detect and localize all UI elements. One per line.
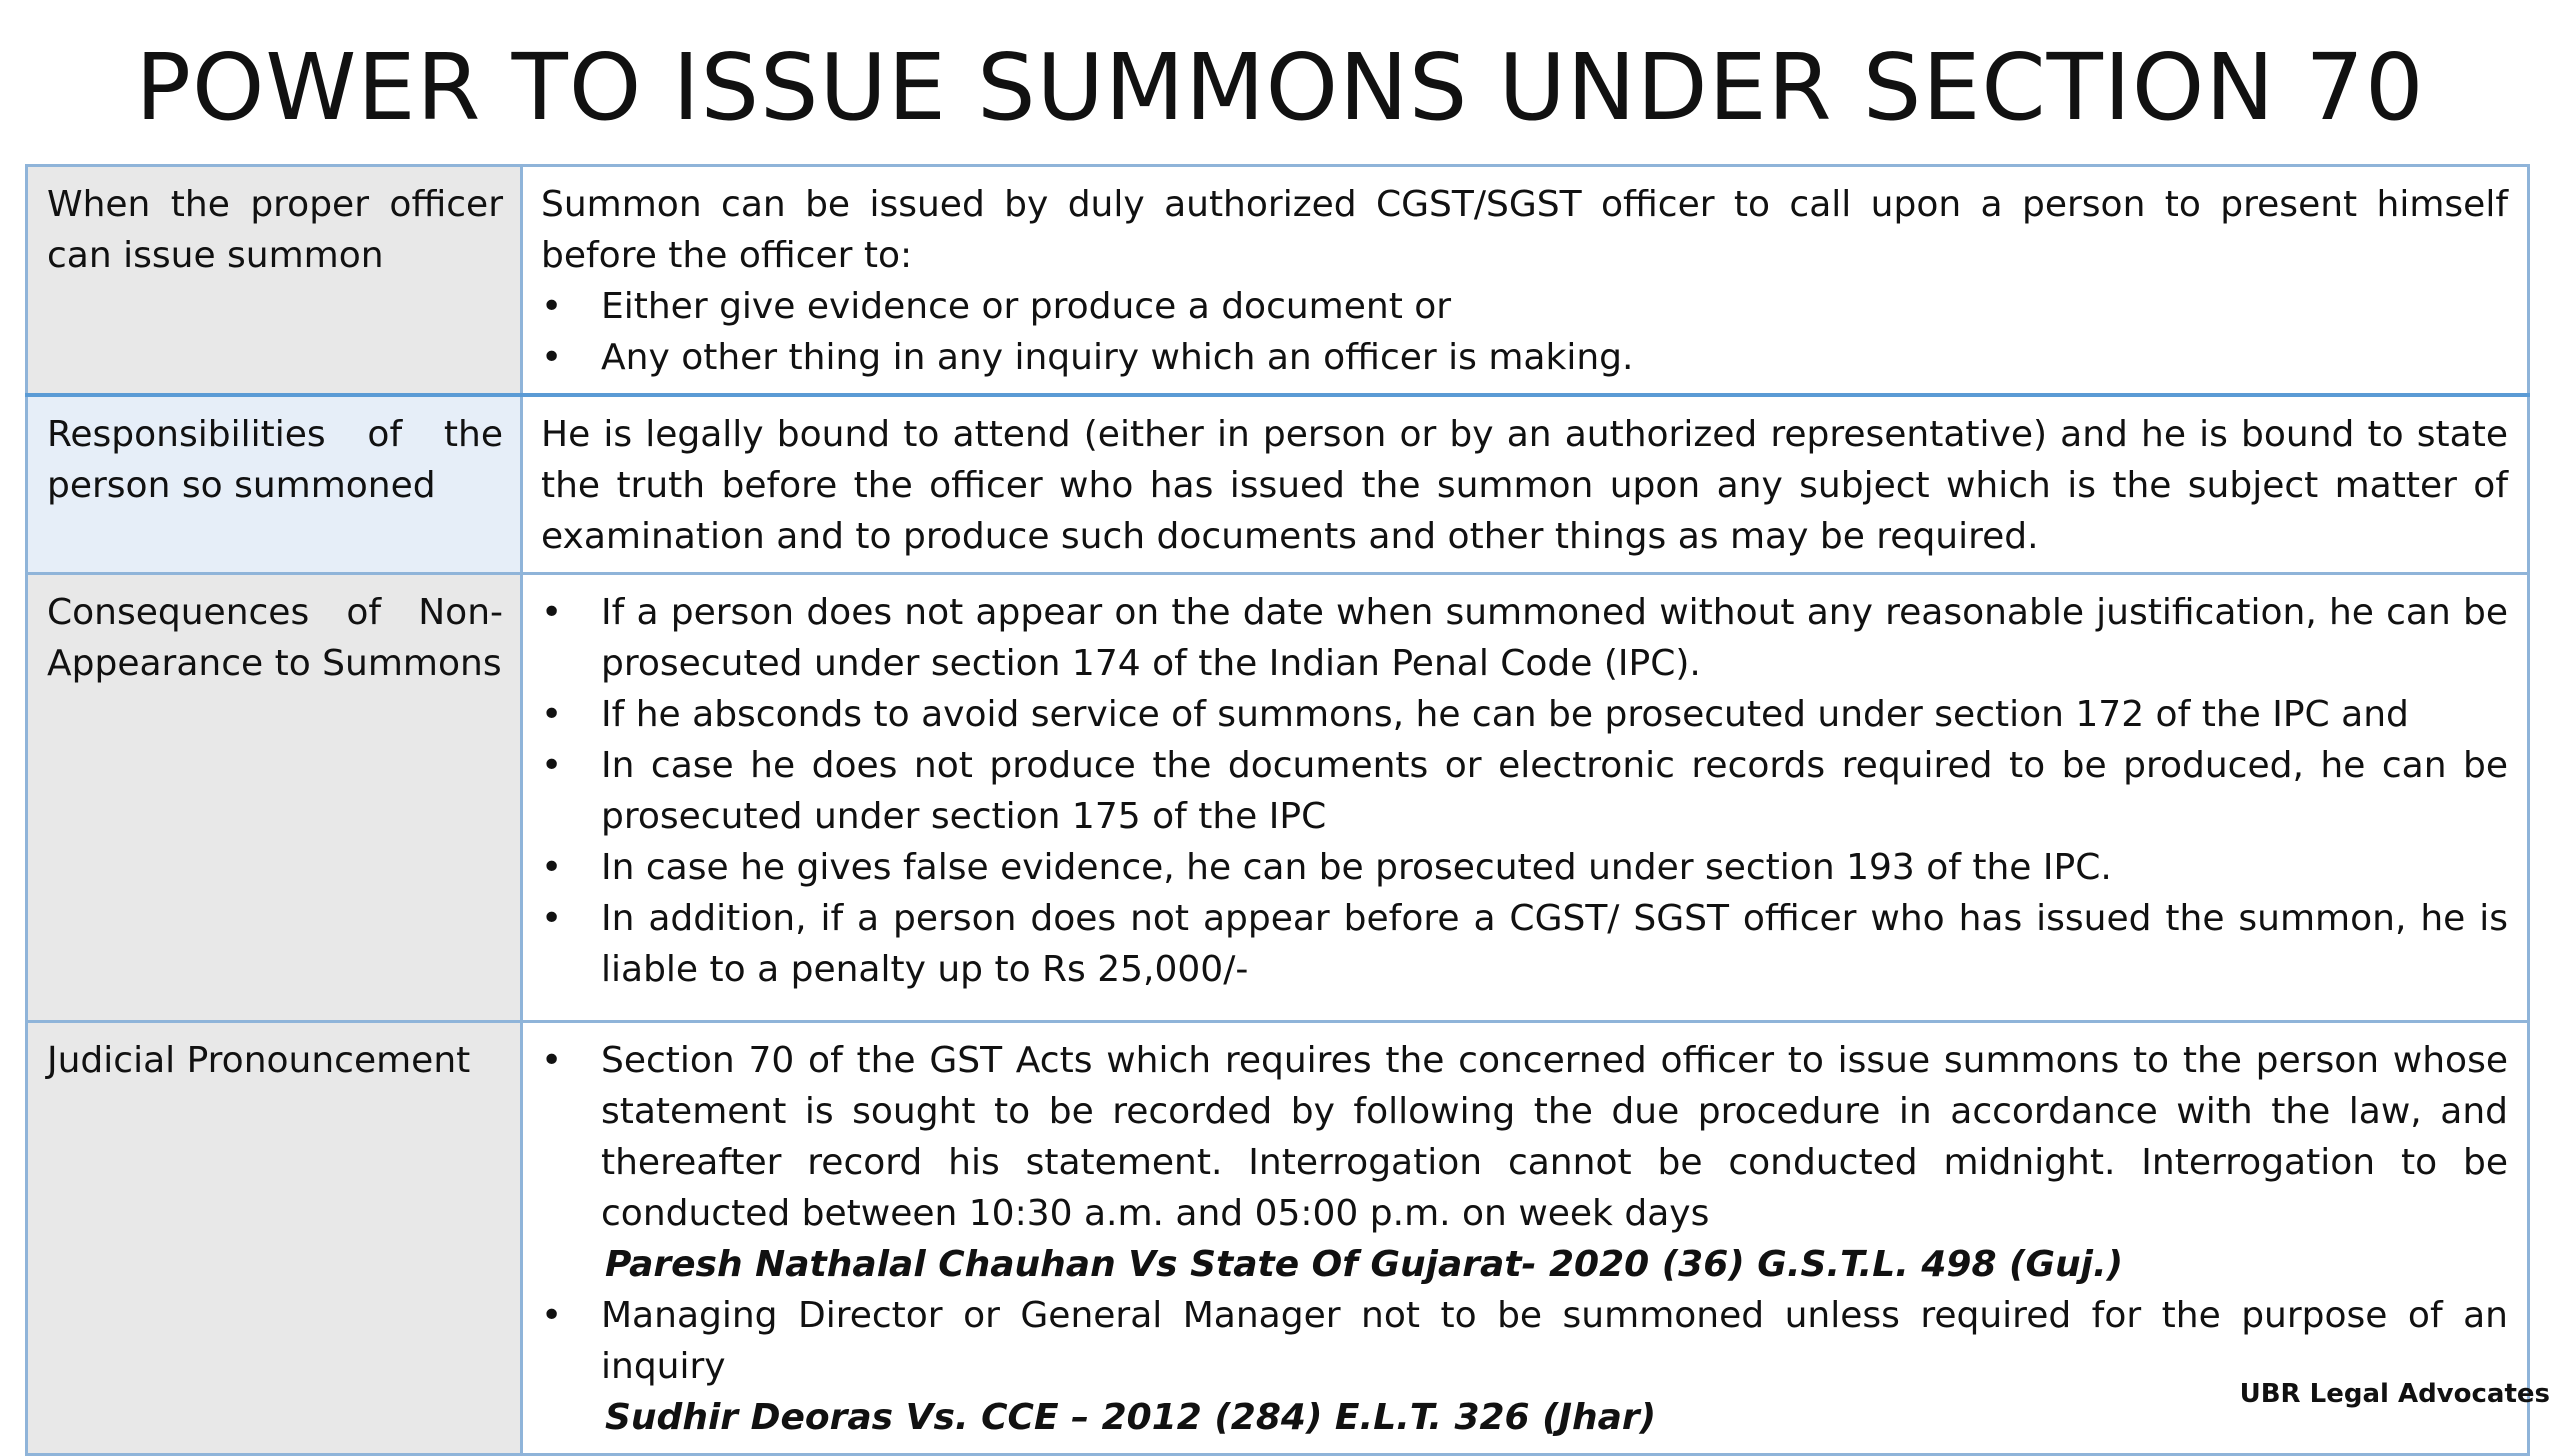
- list-item-text: Any other thing in any inquiry which an officer is making.: [601, 337, 1634, 378]
- bullet-icon: •: [541, 337, 563, 378]
- list-item: [541, 740, 2508, 842]
- slide-title: POWER TO ISSUE SUMMONS UNDER SECTION 70: [135, 34, 2425, 141]
- list-item: [541, 332, 2508, 383]
- list-item: [541, 689, 2508, 740]
- row-label: Responsibilities of the person so summoned: [27, 395, 522, 574]
- list-item-text: If a person does not appear on the date when summoned without any reasonable justification, he can be prosecuted under section 174 of the Indian Penal Code (IPC).: [601, 592, 2508, 684]
- table-row: [27, 395, 2529, 574]
- bullet-icon: •: [541, 1040, 563, 1081]
- bullet-list: [541, 281, 2508, 383]
- bullet-list: [541, 587, 2508, 995]
- row-intro-text: Summon can be issued by duly authorized CGST/SGST officer to call upon a person to present himself before the officer to:: [541, 184, 2508, 276]
- bullet-icon: •: [541, 592, 563, 633]
- row-label: Judicial Pronouncement: [27, 1022, 522, 1455]
- table-row: [27, 574, 2529, 1022]
- list-item: [541, 1290, 2508, 1443]
- bullet-icon: •: [541, 1295, 563, 1336]
- footer-brand: UBR Legal Advocates: [2239, 1379, 2550, 1409]
- bullet-icon: •: [541, 847, 563, 888]
- list-item-text: If he absconds to avoid service of summons, he can be prosecuted under section 172 of the IPC and: [601, 694, 2409, 735]
- row-content: [522, 166, 2529, 396]
- list-item: [541, 893, 2508, 995]
- bullet-list: [541, 1035, 2508, 1443]
- list-item-text: Section 70 of the GST Acts which requires the concerned officer to issue summons to the person whose statement is sought to be recorded by following the due procedure in accordance with the law, and thereafter record his statement. Interrogation cannot be conducted midnight. Interrogation to be conducted between 10:30 a.m. and 05:00 p.m. on week days: [601, 1040, 2508, 1234]
- list-item: [541, 842, 2508, 893]
- row-label: Consequences of Non-Appearance to Summons: [27, 574, 522, 1022]
- bullet-icon: •: [541, 745, 563, 786]
- row-label: When the proper officer can issue summon: [27, 166, 522, 396]
- list-item-text: In case he does not produce the documents or electronic records required to be produced, he can be prosecuted under section 175 of the IPC: [601, 745, 2508, 837]
- list-item: [541, 281, 2508, 332]
- bullet-icon: •: [541, 694, 563, 735]
- case-citation: Paresh Nathalal Chauhan Vs State Of Gujarat- 2020 (36) G.S.T.L. 498 (Guj.): [605, 1244, 2124, 1285]
- list-item-text: In case he gives false evidence, he can be prosecuted under section 193 of the IPC.: [601, 847, 2112, 888]
- row-content: [522, 574, 2529, 1022]
- summons-table: [25, 164, 2530, 1456]
- row-body-text: He is legally bound to attend (either in person or by an authorized representative) and he is bound to state the truth before the officer who has issued the summon upon any subject which is the subject matter of examination and to produce such documents and other things as may be required.: [541, 414, 2508, 557]
- bullet-icon: •: [541, 286, 563, 327]
- list-item: [541, 1035, 2508, 1290]
- table-row: [27, 166, 2529, 396]
- list-item-text: Managing Director or General Manager not to be summoned unless required for the purpose of an inquiry: [601, 1295, 2508, 1387]
- row-content: [522, 395, 2529, 574]
- case-citation: Sudhir Deoras Vs. CCE – 2012 (284) E.L.T. 326 (Jhar): [605, 1397, 1657, 1438]
- table-row: [27, 1022, 2529, 1455]
- list-item: [541, 587, 2508, 689]
- list-item-text: Either give evidence or produce a document or: [601, 286, 1452, 327]
- list-item-text: In addition, if a person does not appear before a CGST/ SGST officer who has issued the summon, he is liable to a penalty up to Rs 25,000/-: [601, 898, 2508, 990]
- row-content: [522, 1022, 2529, 1455]
- bullet-icon: •: [541, 898, 563, 939]
